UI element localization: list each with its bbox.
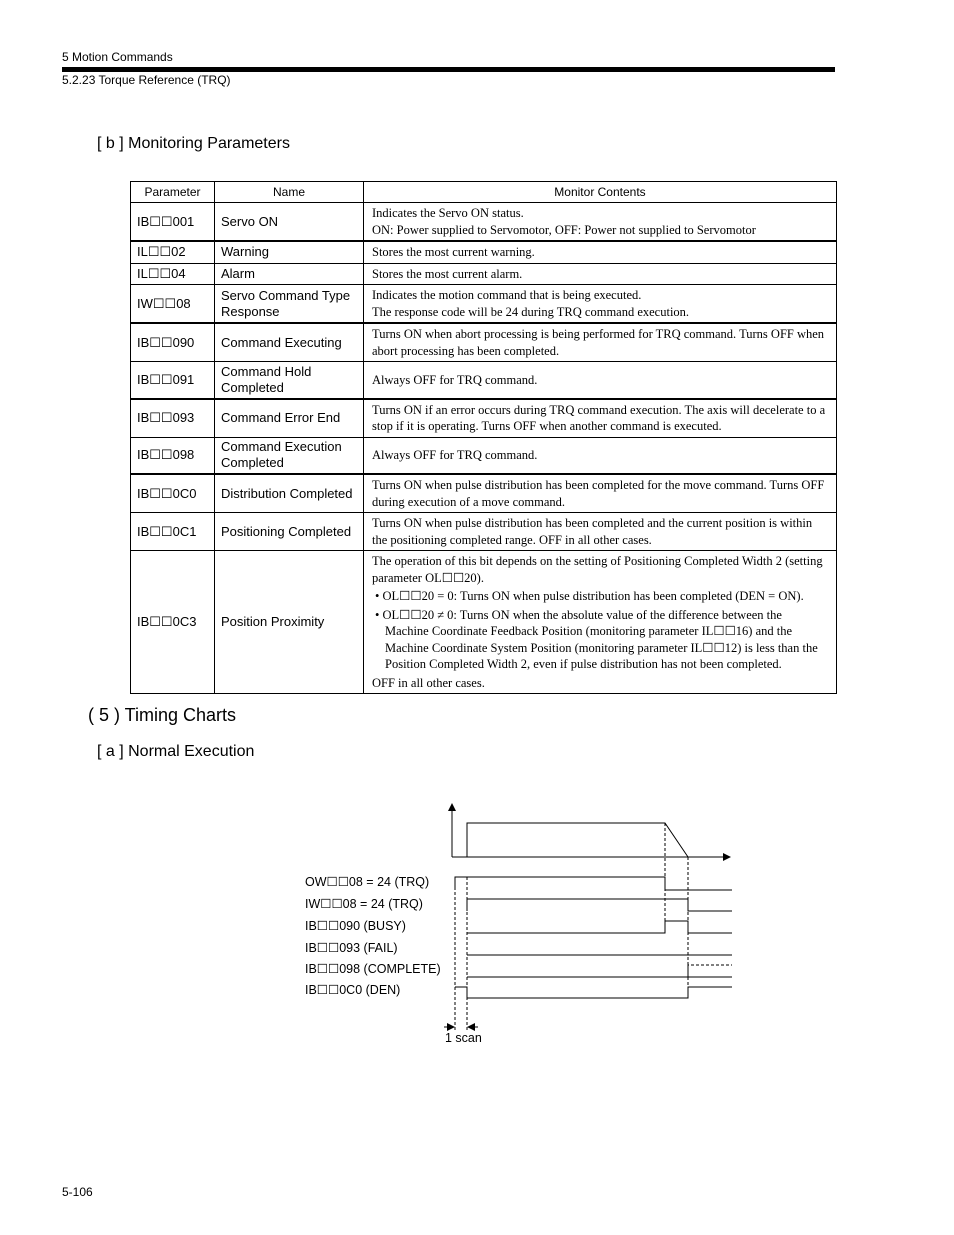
proximity-outro: OFF in all other cases. (372, 675, 485, 690)
normal-execution-heading: [ a ] Normal Execution (97, 743, 255, 760)
torque-waveform (467, 823, 688, 857)
proximity-intro: The operation of this bit depends on the setting of Positioning Completed Width 2 (setting parameter OL☐☐20). (372, 554, 823, 585)
param-cell: IB☐☐091 (131, 362, 215, 399)
name-cell: Servo ON (215, 203, 364, 242)
param-cell: IB☐☐0C1 (131, 513, 215, 551)
content-cell: Stores the most current alarm. (364, 263, 837, 285)
den-signal (455, 987, 732, 998)
content-cell: Turns ON when abort processing is being performed for TRQ command. Turns OFF when abort processing has been completed. (364, 323, 837, 362)
content-cell: Indicates the motion command that is being executed. The response code will be 24 during TRQ command execution. (364, 285, 837, 324)
name-cell: Position Proximity (215, 551, 364, 694)
param-cell: IB☐☐0C0 (131, 474, 215, 513)
content-cell: Turns ON if an error occurs during TRQ command execution. The axis will decelerate to a stop if it is operating. Turns OFF when another command is executed. (364, 399, 837, 438)
name-cell: Positioning Completed (215, 513, 364, 551)
ow08-signal (455, 877, 732, 890)
monitoring-heading: [ b ] Monitoring Parameters (97, 135, 290, 152)
iw08-signal (467, 899, 732, 911)
param-cell: IB☐☐098 (131, 437, 215, 474)
chapter-header: 5 Motion Commands (62, 50, 173, 64)
column-header: Name (215, 182, 364, 203)
param-cell: IB☐☐001 (131, 203, 215, 242)
signal-label: IB☐☐098 (COMPLETE) (305, 962, 441, 976)
name-cell: Command Executing (215, 323, 364, 362)
scan-label: 1 scan (445, 1031, 482, 1045)
column-header: Parameter (131, 182, 215, 203)
busy-signal (467, 921, 732, 933)
timing-heading: ( 5 ) Timing Charts (88, 705, 237, 725)
param-cell: IB☐☐0C3 (131, 551, 215, 694)
complete-dashed (688, 965, 732, 977)
section-header: 5.2.23 Torque Reference (TRQ) (62, 73, 231, 87)
signal-label: IB☐☐090 (BUSY) (305, 919, 406, 933)
param-cell: IL☐☐04 (131, 263, 215, 285)
signal-label: OW☐☐08 = 24 (TRQ) (305, 875, 430, 889)
param-cell: IW☐☐08 (131, 285, 215, 324)
signal-label: IB☐☐093 (FAIL) (305, 941, 398, 955)
proximity-bullet: • OL☐☐20 ≠ 0: Turns ON when the absolute value of the difference between the Machine Coordinate Feedback Position (monitoring parameter IL☐☐16) and the Machine Coordinate System Position (monitoring parameter IL☐☐12) is less than the Position Completed Width 2, even if pulse distribution has not been completed. (375, 607, 818, 671)
signal-label: IW☐☐08 = 24 (TRQ) (305, 897, 423, 911)
proximity-bullet: • OL☐☐20 = 0: Turns ON when pulse distribution has been completed (DEN = ON). (375, 589, 804, 603)
param-cell: IB☐☐093 (131, 399, 215, 438)
name-cell: Command Execution Completed (215, 437, 364, 474)
name-cell: Command Hold Completed (215, 362, 364, 399)
page-number: 5-106 (62, 1185, 93, 1199)
name-cell: Command Error End (215, 399, 364, 438)
name-cell: Servo Command Type Response (215, 285, 364, 324)
content-cell: Turns ON when pulse distribution has been completed and the current position is within the positioning completed range. OFF in all other cases. (364, 513, 837, 551)
name-cell: Distribution Completed (215, 474, 364, 513)
content-cell: Always OFF for TRQ command. (364, 437, 837, 474)
content-cell: Stores the most current warning. (364, 241, 837, 263)
content-cell: Always OFF for TRQ command. (364, 362, 837, 399)
signal-label: IB☐☐0C0 (DEN) (305, 983, 401, 997)
name-cell: Warning (215, 241, 364, 263)
param-cell: IB☐☐090 (131, 323, 215, 362)
content-cell: Indicates the Servo ON status. ON: Power supplied to Servomotor, OFF: Power not supplied to Servomotor (364, 203, 837, 242)
content-cell: Turns ON when pulse distribution has been completed for the move command. Turns OFF during execution of a move command. (364, 474, 837, 513)
param-cell: IL☐☐02 (131, 241, 215, 263)
name-cell: Alarm (215, 263, 364, 285)
column-header: Monitor Contents (364, 182, 837, 203)
